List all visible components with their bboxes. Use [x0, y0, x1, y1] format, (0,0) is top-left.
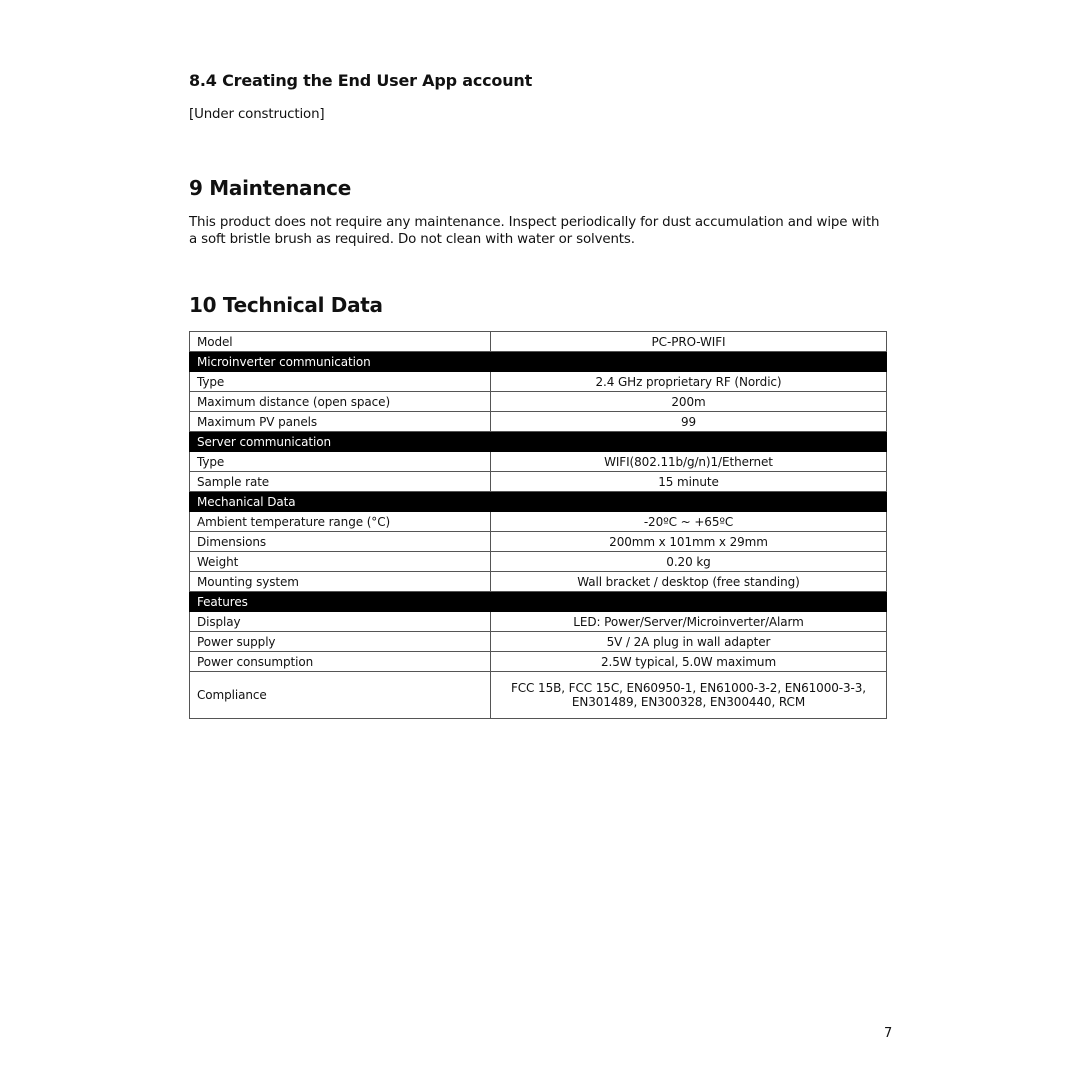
section-9-heading: 9 Maintenance	[189, 176, 351, 200]
spec-label: Type	[190, 452, 491, 472]
spec-label: Dimensions	[190, 532, 491, 552]
spec-label: Display	[190, 612, 491, 632]
table-row	[190, 572, 887, 592]
table-section-row	[190, 592, 887, 612]
table-section-row	[190, 352, 887, 372]
spec-value: 0.20 kg	[491, 552, 887, 572]
spec-value	[491, 352, 887, 372]
spec-value: 99	[491, 412, 887, 432]
section-8-4-heading: 8.4 Creating the End User App account	[189, 71, 533, 90]
spec-label: Power supply	[190, 632, 491, 652]
spec-value: 2.5W typical, 5.0W maximum	[491, 652, 887, 672]
table-row	[190, 372, 887, 392]
spec-label: Mechanical Data	[190, 492, 491, 512]
spec-label: Mounting system	[190, 572, 491, 592]
spec-label: Features	[190, 592, 491, 612]
table-row	[190, 392, 887, 412]
spec-label: Compliance	[190, 672, 491, 719]
table-row	[190, 632, 887, 652]
spec-value: WIFI(802.11b/g/n)1/Ethernet	[491, 452, 887, 472]
spec-value	[491, 592, 887, 612]
table-row	[190, 652, 887, 672]
section-8-4-body: [Under construction]	[189, 107, 325, 122]
spec-value: 15 minute	[491, 472, 887, 492]
section-9-body: This product does not require any maintenance. Inspect periodically for dust accumulation and wipe with a soft bristle brush as required. Do not clean with water or solvents.	[189, 215, 880, 247]
spec-value: Wall bracket / desktop (free standing)	[491, 572, 887, 592]
spec-label: Sample rate	[190, 472, 491, 492]
table-row	[190, 412, 887, 432]
table-row	[190, 472, 887, 492]
spec-value: 2.4 GHz proprietary RF (Nordic)	[491, 372, 887, 392]
spec-label: Weight	[190, 552, 491, 572]
table-row	[190, 612, 887, 632]
section-10-heading: 10 Technical Data	[189, 293, 383, 317]
table-row	[190, 532, 887, 552]
table-row	[190, 512, 887, 532]
table-section-row	[190, 432, 887, 452]
spec-label: Maximum PV panels	[190, 412, 491, 432]
spec-value: 200m	[491, 392, 887, 412]
spec-label: Type	[190, 372, 491, 392]
table-row	[190, 672, 887, 719]
spec-value: 5V / 2A plug in wall adapter	[491, 632, 887, 652]
table-row	[190, 332, 887, 352]
technical-data-table	[189, 331, 887, 719]
spec-label: Ambient temperature range (°C)	[190, 512, 491, 532]
spec-label: Power consumption	[190, 652, 491, 672]
spec-value: PC-PRO-WIFI	[491, 332, 887, 352]
spec-value: -20ºC ~ +65ºC	[491, 512, 887, 532]
spec-label: Maximum distance (open space)	[190, 392, 491, 412]
spec-value	[491, 492, 887, 512]
table-row	[190, 452, 887, 472]
table-row	[190, 552, 887, 572]
spec-label: Microinverter communication	[190, 352, 491, 372]
spec-value	[491, 432, 887, 452]
spec-label: Model	[190, 332, 491, 352]
table-section-row	[190, 492, 887, 512]
page-number: 7	[884, 1026, 893, 1041]
spec-value: FCC 15B, FCC 15C, EN60950-1, EN61000-3-2, EN61000-3-3, EN301489, EN300328, EN300440, RCM	[491, 672, 887, 719]
spec-value: LED: Power/Server/Microinverter/Alarm	[491, 612, 887, 632]
spec-label: Server communication	[190, 432, 491, 452]
spec-value: 200mm x 101mm x 29mm	[491, 532, 887, 552]
